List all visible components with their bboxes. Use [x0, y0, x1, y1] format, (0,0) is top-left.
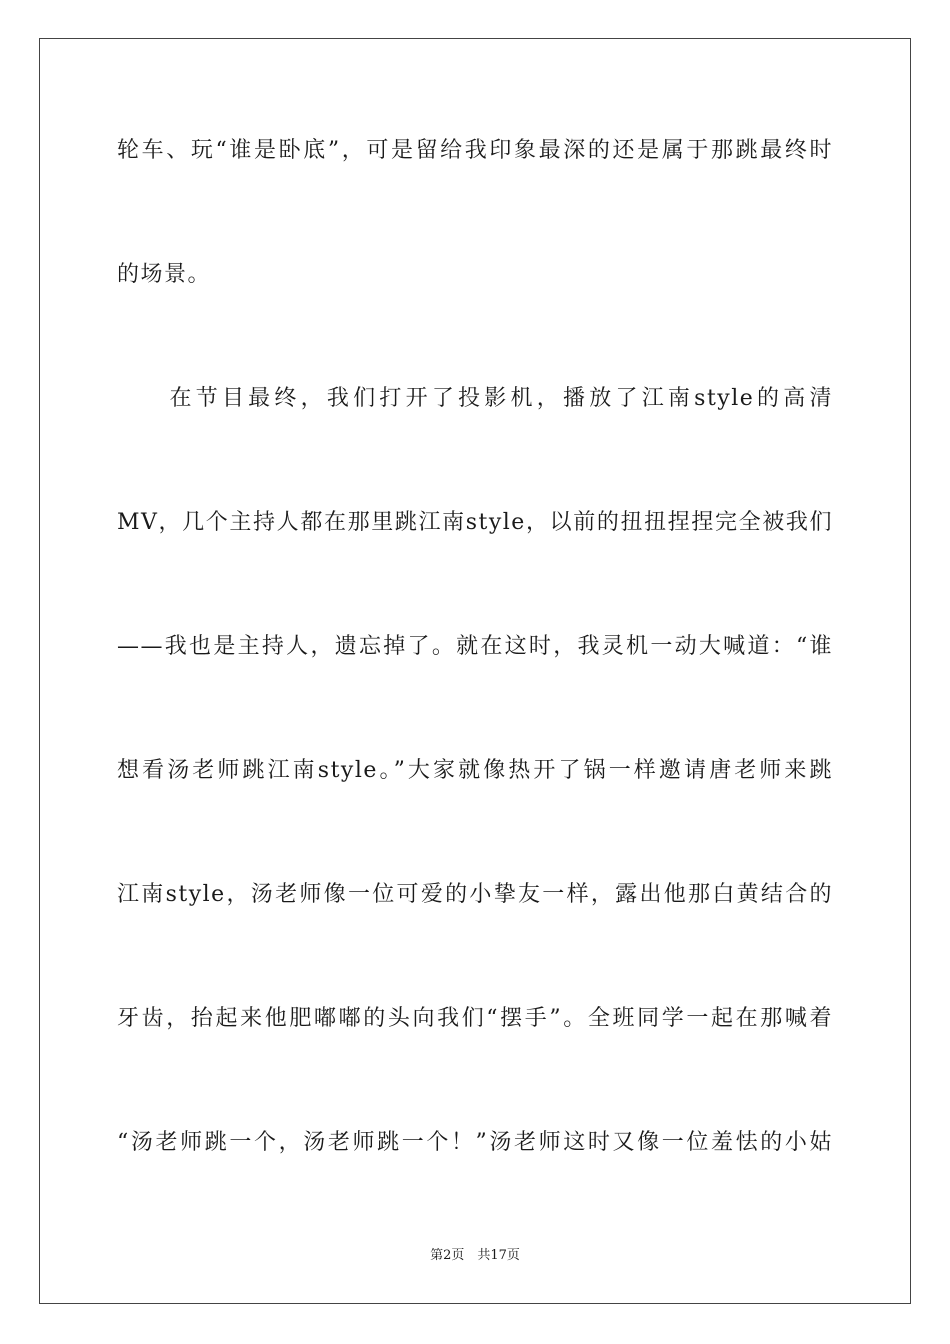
text-line: 牙齿，抬起来他肥嘟嘟的头向我们“摆手”。全班同学一起在那喊着 [117, 1006, 833, 1031]
text-line: MV，几个主持人都在那里跳江南style，以前的扭扭捏捏完全被我们 [117, 510, 834, 535]
text-line: 在节目最终，我们打开了投影机，播放了江南style的高清 [117, 386, 833, 411]
page-border [39, 38, 911, 1304]
text-line: 的场景。 [117, 262, 212, 287]
text-line: ——我也是主持人，遗忘掉了。就在这时，我灵机一动大喊道：“谁 [117, 634, 833, 659]
page-number-footer: 第2页 共17页 [430, 1248, 520, 1263]
text-line: 江南style，汤老师像一位可爱的小挚友一样，露出他那白黄结合的 [117, 882, 833, 907]
text-line: 想看汤老师跳江南style。”大家就像热开了锅一样邀请唐老师来跳 [117, 758, 833, 783]
text-line: “汤老师跳一个，汤老师跳一个！”汤老师这时又像一位羞怯的小姑 [117, 1130, 833, 1155]
text-line: 轮车、玩“谁是卧底”，可是留给我印象最深的还是属于那跳最终时 [117, 138, 833, 163]
